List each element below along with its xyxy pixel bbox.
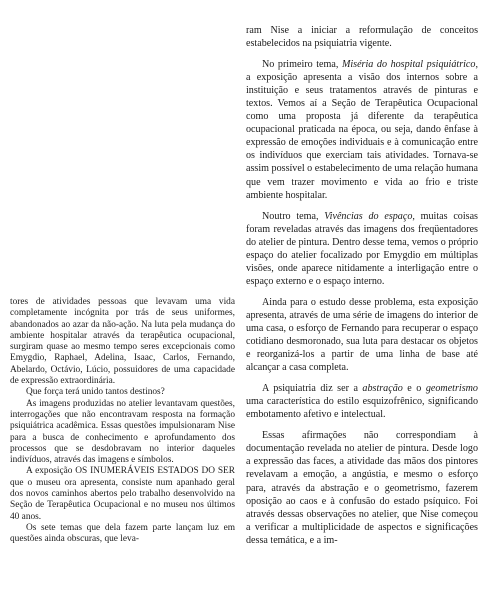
theme-body: , a exposição apresenta a visão dos internos sobre a instituição e seus tratamentos através de pinturas e textos. Vemos aí a Seção de Terapêutica Ocupacional como uma proposta já diferente da terapêutica ocupacional praticada na época, ou seja, dando ênfase à expressão de emoções individuais e à comunicação entre os indivíduos que exerciam tais atividades. Tornava-se assim possível o estabelecimento de uma relação humana que vem trazer movimento e vida ao frio e triste ambiente hospitalar. (246, 59, 478, 201)
theme-lead: Noutro tema, (262, 210, 325, 222)
theme-body: , muitas coisas foram reveladas através das imagens dos freqüentadores do atelier de pintura. Dentro desse tema, vemos o próprio espaço do atelier focalizado por Emygdio em múltiplas visões, onde aparece nitidamente a interligação entre o espaço externo e o espaço interno. (246, 210, 478, 287)
left-paragraph-5: Os sete temas que dela fazem parte lançam luz em questões ainda obscuras, que leva- (10, 522, 235, 545)
right-paragraph-2 (246, 58, 478, 202)
theme-title: Vivências do espaço (324, 210, 413, 222)
right-paragraph-4: Ainda para o estudo desse problema, esta exposição apresenta, através de uma série de imagens do interior de uma casa, o esforço de Fernando para recuperar o espaço cotidiano desmoronado, sua luta para destacar os objetos e reorganizá-los a partir de uma linha de base até alcançar a casa completa. (246, 296, 478, 374)
left-paragraph-1: tores de atividades pessoas que levavam uma vida completamente incógnita por trás de seus uniformes, abandonados ao azar da não-ação. Na luta pela mudança do ambiente hospitalar através da terapêutica ocupacional, surgiram quase ao mesmo tempo seres excepcionais como Emygdio, Raphael, Adelina, Isaac, Carlos, Fernando, Abelardo, Octávio, Lúcio, possuidores de uma capacidade de expressão extraordinária. (10, 297, 235, 387)
left-paragraph-3: As imagens produzidas no atelier levantavam questões, interrogações que não encontravam resposta na formação psiquiátrica acadêmica. Essas questões impulsionaram Nise para a busca de conhecimento e aprofundamento dos processos que se desdobravam no interior daqueles indivíduos, através das imagens e símbolos. (10, 398, 235, 466)
term-abstraction: abstração (362, 383, 403, 395)
left-column (10, 297, 235, 546)
right-paragraph-6: Essas afirmações não correspondiam à documentação revelada no atelier de pintura. Desde logo a expressão das faces, a atividade das mãos dos pintores revelavam a emoção, a angústia, e mesmo o esforço para, através da abstração e o geometrismo, fazerem oposição ao caos e à confusão do estado psíquico. Foi através dessas observações no atelier, que Nise começou a verificar a multiplicidade de aspectos e significações dessa temática, e a im- (246, 430, 478, 546)
paragraph-connector: e o (402, 383, 426, 395)
paragraph-lead: A psiquiatria diz ser a (262, 383, 363, 395)
left-paragraph-4: A exposição OS INUMERÁVEIS ESTADOS DO SER que o museu ora apresenta, consiste num apanhado geral dos novos caminhos abertos pelo trabalho desenvolvido na Seção de Terapêutica Ocupacional e no museu nos últimos 40 anos. (10, 466, 235, 522)
right-paragraph-3 (246, 210, 478, 288)
theme-lead: No primeiro tema, (262, 59, 342, 71)
right-column (246, 24, 478, 547)
term-geometrism: geometrismo (425, 383, 478, 395)
right-paragraph-1: ram Nise a iniciar a reformulação de conceitos estabelecidos na psiquiatria vigente. (246, 25, 478, 50)
right-paragraph-5 (246, 382, 478, 421)
theme-title: Miséria do hospital psiquiátrico (341, 59, 476, 71)
left-paragraph-2: Que força terá unido tantos destinos? (26, 387, 165, 398)
paragraph-body: uma característica do estilo esquizofrênico, significando embotamento afetivo e intelectual. (246, 396, 478, 421)
